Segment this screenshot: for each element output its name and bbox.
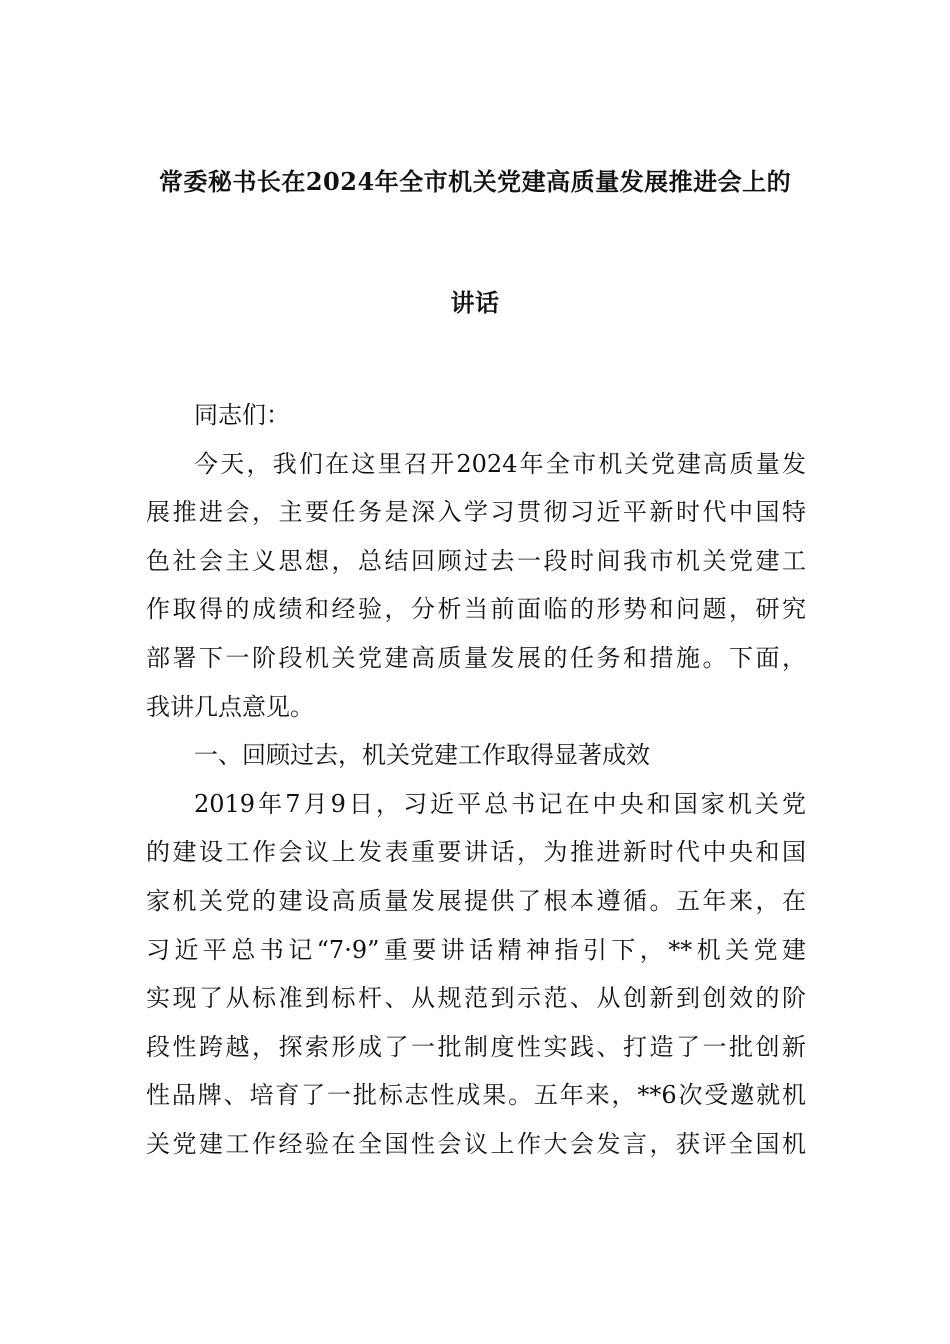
salutation: 同志们： [194,401,290,429]
paragraph-2-line-6: 段性跨越，探索形成了一批制度性实践、打造了一批创新 [146,1032,806,1061]
paragraph-1-line-6: 我讲几点意见。 [146,692,314,721]
paragraph-1-line-2: 展推进会，主要任务是深入学习贯彻习近平新时代中国特 [146,498,806,527]
paragraph-2-line-7: 性品牌、培育了一批标志性成果。五年来，**6次受邀就机 [146,1081,806,1110]
paragraph-2-line-1: 2019年7月9日，习近平总书记在中央和国家机关党 [194,789,806,818]
paragraph-2-line-4: 习近平总书记“7·9”重要讲话精神指引下，**机关党建 [146,935,806,964]
paragraph-2-line-2: 的建设工作会议上发表重要讲话，为推进新时代中央和国 [146,838,806,867]
paragraph-2-line-8: 关党建工作经验在全国性会议上作大会发言，获评全国机 [146,1129,806,1158]
section-heading-1: 一、回顾过去，机关党建工作取得显著成效 [194,741,650,770]
document-body [146,399,806,1177]
paragraph-2-line-5: 实现了从标准到标杆、从规范到示范、从创新到创效的阶 [146,984,806,1013]
paragraph-1-line-5: 部署下一阶段机关党建高质量发展的任务和措施。下面， [146,643,806,672]
document-title-line-2: 讲话 [450,288,500,317]
paragraph-2-line-3: 家机关党的建设高质量发展提供了根本遵循。五年来，在 [146,886,806,915]
paragraph-1-line-1: 今天，我们在这里召开2024年全市机关党建高质量发 [194,449,806,478]
paragraph-1-line-3: 色社会主义思想，总结回顾过去一段时间我市机关党建工 [146,546,806,575]
document-title-line-1: 常委秘书长在2024年全市机关党建高质量发展推进会上的 [158,167,792,196]
paragraph-1-line-4: 作取得的成绩和经验，分析当前面临的形势和问题，研究 [146,595,806,624]
